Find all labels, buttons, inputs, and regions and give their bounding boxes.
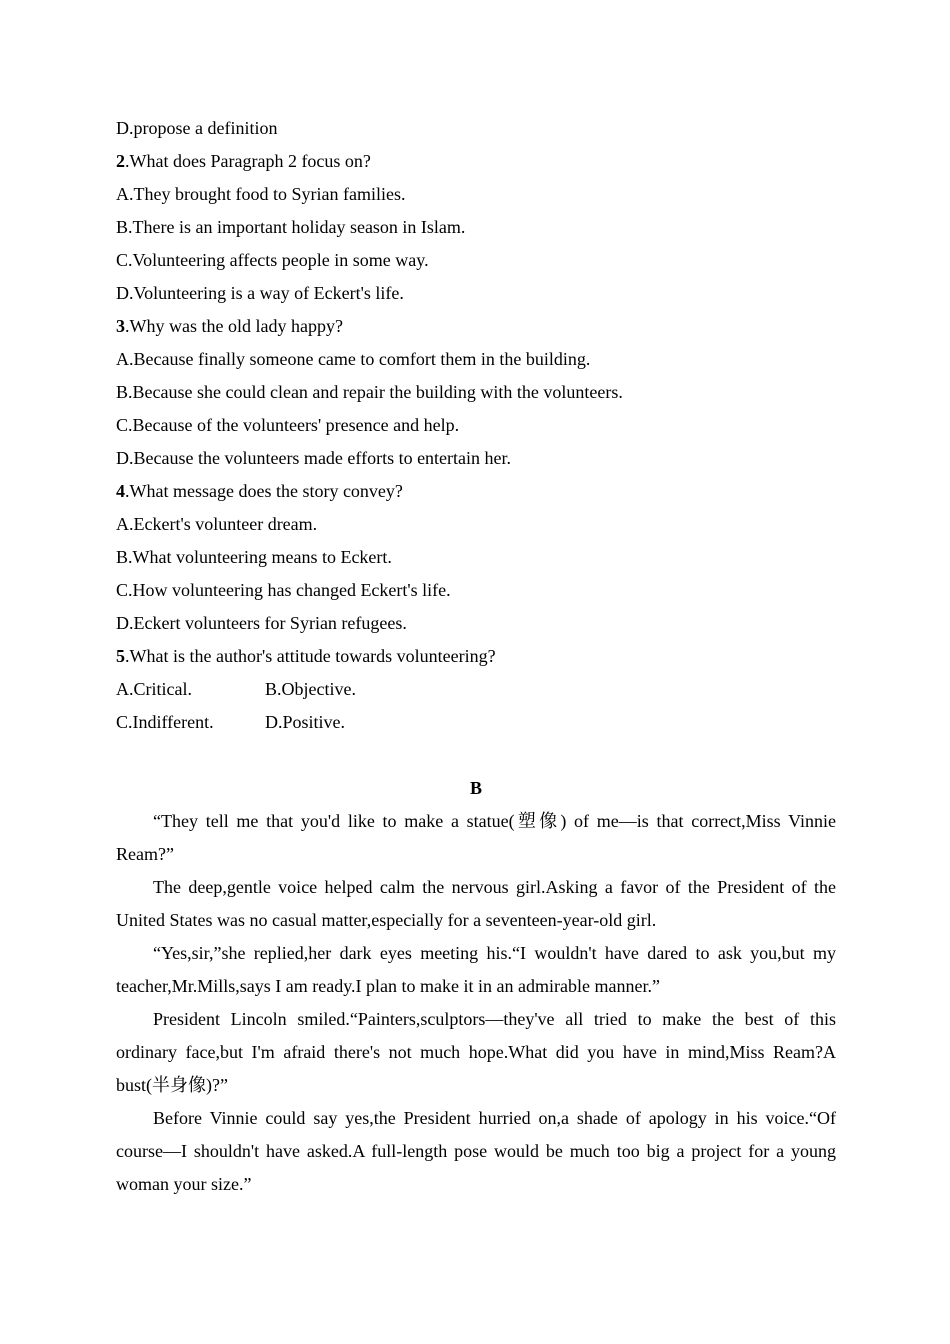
q2-question — [116, 145, 836, 178]
q5-option-c: C.Indifferent. — [116, 712, 214, 732]
q4-question — [116, 475, 836, 508]
document-page — [116, 112, 836, 1201]
q4-option-d: D.Eckert volunteers for Syrian refugees. — [116, 613, 407, 633]
q5-question — [116, 640, 836, 673]
q3-option-b: B.Because she could clean and repair the building with the volunteers. — [116, 382, 623, 402]
q4-number: 4 — [116, 481, 125, 501]
q5-option-b: B.Objective. — [265, 679, 356, 699]
q2-number: 2 — [116, 151, 125, 171]
q5-option-a: A.Critical. — [116, 679, 192, 699]
q4-option-a: A.Eckert's volunteer dream. — [116, 514, 318, 534]
q1-option-d: D.propose a definition — [116, 118, 278, 138]
q3-text: .Why was the old lady happy? — [125, 316, 343, 336]
q5-number: 5 — [116, 646, 125, 666]
q4-text: .What message does the story convey? — [125, 481, 403, 501]
q3-number: 3 — [116, 316, 125, 336]
passage-paragraph-3: “Yes,sir,”she replied,her dark eyes meeting his.“I wouldn't have dared to ask you,but my teacher,Mr.Mills,says I am ready.I plan to make it in an admirable manner.” — [116, 943, 836, 996]
q5-options-row-1 — [116, 673, 836, 706]
section-heading: B — [469, 778, 482, 798]
passage-paragraph-4: President Lincoln smiled.“Painters,sculptors—they've all tried to make the best of this ordinary face,but I'm afraid there's not much hope.What did you have in mind,Miss Ream?A bust(半身像)?” — [116, 1009, 836, 1095]
q2-option-c: C.Volunteering affects people in some way. — [116, 250, 429, 270]
q2-text: .What does Paragraph 2 focus on? — [125, 151, 371, 171]
q5-options-row-2 — [116, 706, 836, 739]
passage-paragraph-2: The deep,gentle voice helped calm the nervous girl.Asking a favor of the President of the United States was no casual matter,especially for a seventeen-year-old girl. — [116, 877, 836, 930]
q5-text: .What is the author's attitude towards volunteering? — [125, 646, 496, 666]
passage-paragraph-1: “They tell me that you'd like to make a statue(塑像) of me—is that correct,Miss Vinnie Ream?” — [116, 811, 836, 864]
q3-option-c: C.Because of the volunteers' presence and help. — [116, 415, 460, 435]
q2-option-d: D.Volunteering is a way of Eckert's life. — [116, 283, 404, 303]
q3-option-d: D.Because the volunteers made efforts to entertain her. — [116, 448, 512, 468]
q4-option-b: B.What volunteering means to Eckert. — [116, 547, 392, 567]
q2-option-a: A.They brought food to Syrian families. — [116, 184, 406, 204]
q3-question — [116, 310, 836, 343]
q2-option-b: B.There is an important holiday season in Islam. — [116, 217, 466, 237]
q5-option-d: D.Positive. — [265, 712, 346, 732]
passage-paragraph-5: Before Vinnie could say yes,the President hurried on,a shade of apology in his voice.“Of course—I shouldn't have asked.A full-length pose would be much too big a project for a young woman your size.” — [116, 1108, 836, 1194]
q3-option-a: A.Because finally someone came to comfort them in the building. — [116, 349, 591, 369]
q4-option-c: C.How volunteering has changed Eckert's life. — [116, 580, 451, 600]
